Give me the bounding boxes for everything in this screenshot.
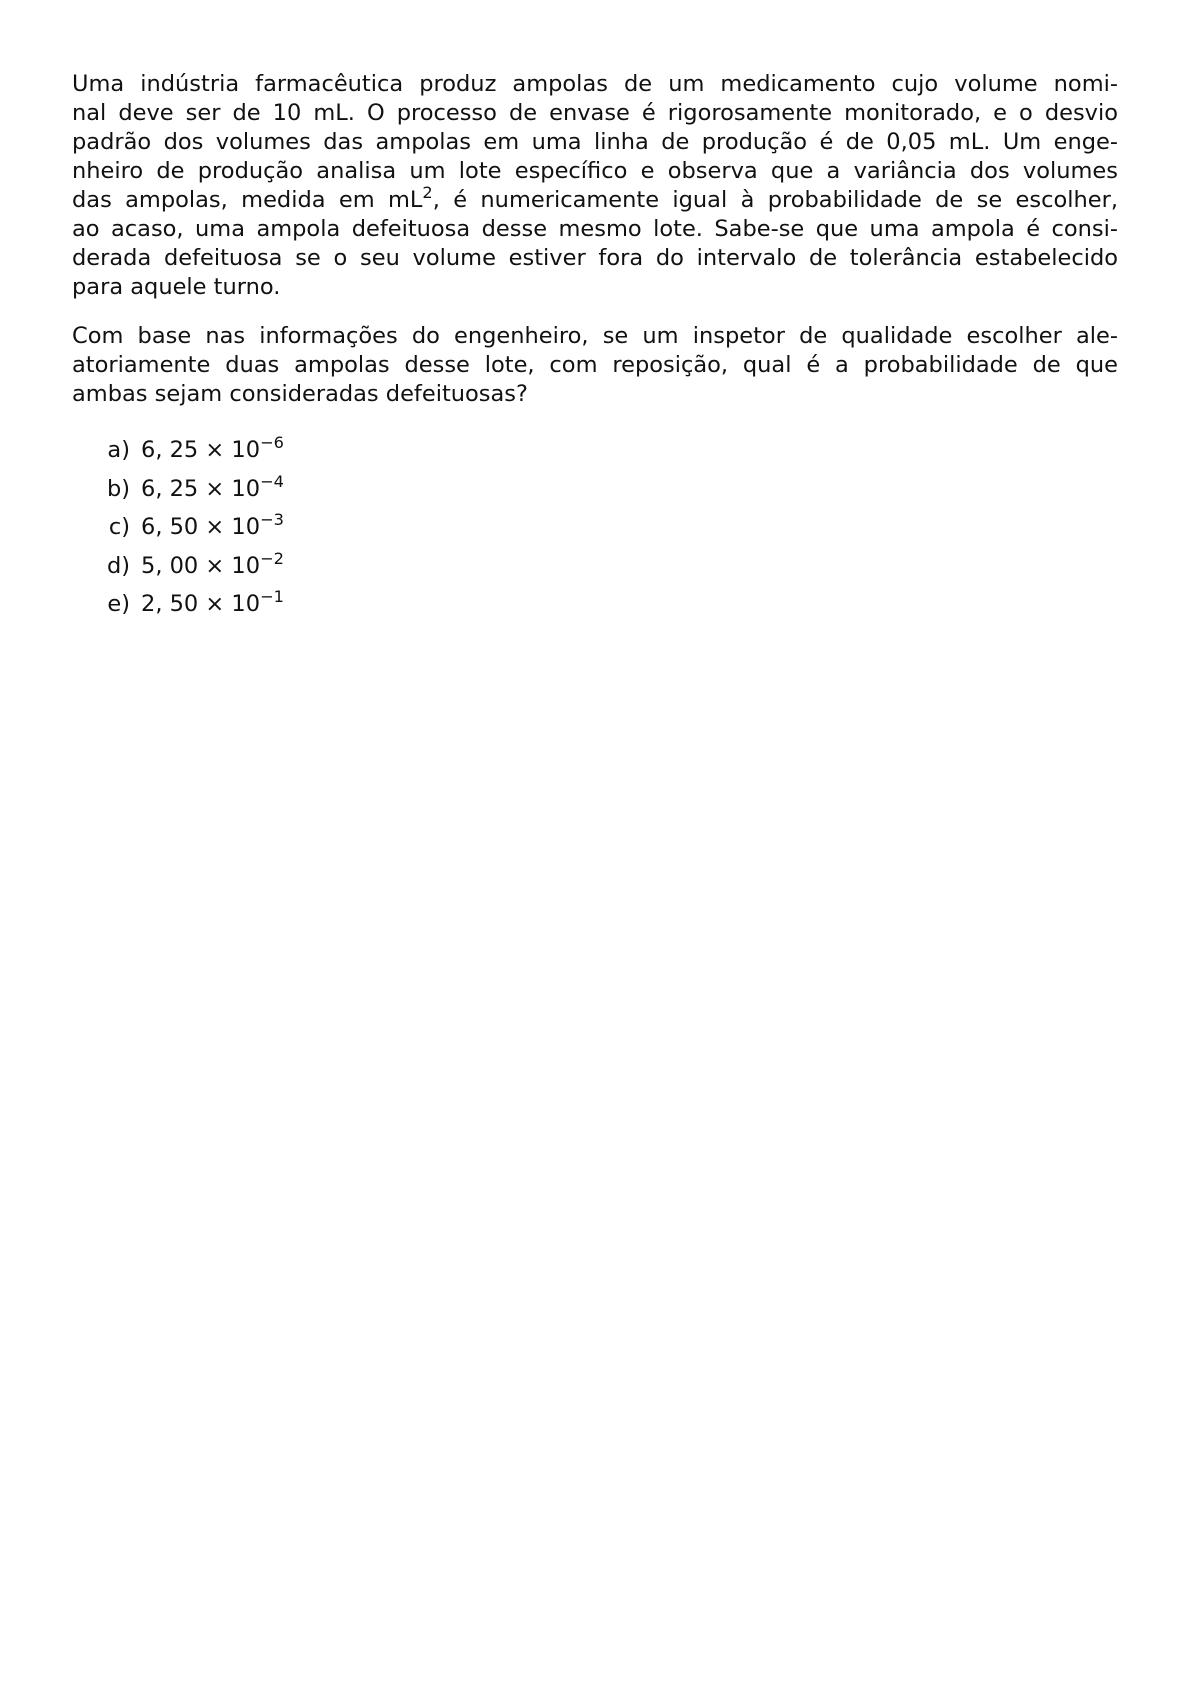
option-exponent: −4 — [260, 471, 284, 491]
text-fragment: , é numericamente igual à probabilidade de se escolher, — [432, 187, 1118, 213]
option-base: 5, 00 × 10 — [141, 552, 261, 579]
superscript: 2 — [422, 183, 433, 203]
question-page — [72, 70, 1118, 640]
option-exponent: −2 — [260, 548, 284, 568]
answer-option-a[interactable] — [96, 431, 1118, 470]
answer-option-b[interactable] — [96, 470, 1118, 509]
text-line: padrão dos volumes das ampolas em uma linha de produção é de 0,05 mL. Um enge- — [72, 129, 1118, 155]
text-line: ao acaso, uma ampola defeituosa desse mesmo lote. Sabe-se que uma ampola é consi- — [72, 216, 1118, 242]
option-value — [141, 431, 284, 470]
text-line-with-superscript — [72, 183, 1118, 215]
option-value — [141, 508, 284, 547]
option-base: 6, 50 × 10 — [141, 514, 261, 540]
answer-option-d[interactable] — [96, 547, 1118, 586]
text-line: derada defeituosa se o seu volume estiver fora do intervalo de tolerância estabelecido — [72, 245, 1118, 271]
text-line: nheiro de produção analisa um lote específico e observa que a variância dos volumes — [72, 158, 1118, 184]
question-paragraph-2 — [72, 322, 1118, 409]
option-exponent: −3 — [260, 510, 284, 530]
option-value — [141, 470, 284, 509]
option-letter: b) — [106, 475, 130, 502]
option-base: 6, 25 × 10 — [141, 475, 261, 502]
option-value — [141, 547, 284, 586]
answer-option-c[interactable] — [96, 508, 1118, 547]
text-line: nal deve ser de 10 mL. O processo de envase é rigorosamente monitorado, e o desvio — [72, 100, 1118, 126]
text-line: atoriamente duas ampolas desse lote, com reposição, qual é a probabilidade de que — [72, 352, 1118, 378]
option-letter: c) — [108, 514, 130, 540]
text-line: Com base nas informações do engenheiro, se um inspetor de qualidade escolher ale- — [72, 323, 1118, 349]
option-letter: d) — [106, 552, 130, 579]
option-base: 2, 50 × 10 — [141, 591, 261, 617]
option-base: 6, 25 × 10 — [141, 437, 261, 463]
option-letter: a) — [107, 437, 130, 463]
text-line: Uma indústria farmacêutica produz ampolas de um medicamento cujo volume nomi- — [72, 71, 1118, 97]
option-value — [141, 585, 284, 624]
answer-option-e[interactable] — [96, 585, 1118, 624]
option-letter: e) — [107, 591, 130, 617]
text-fragment: das ampolas, medida em mL — [72, 187, 423, 213]
text-line: para aquele turno. — [72, 274, 281, 300]
text-line: ambas sejam consideradas defeituosas? — [72, 381, 528, 407]
option-exponent: −6 — [260, 433, 284, 453]
question-paragraph-1 — [72, 70, 1118, 302]
answer-options — [96, 431, 1118, 624]
option-exponent: −1 — [260, 587, 284, 607]
